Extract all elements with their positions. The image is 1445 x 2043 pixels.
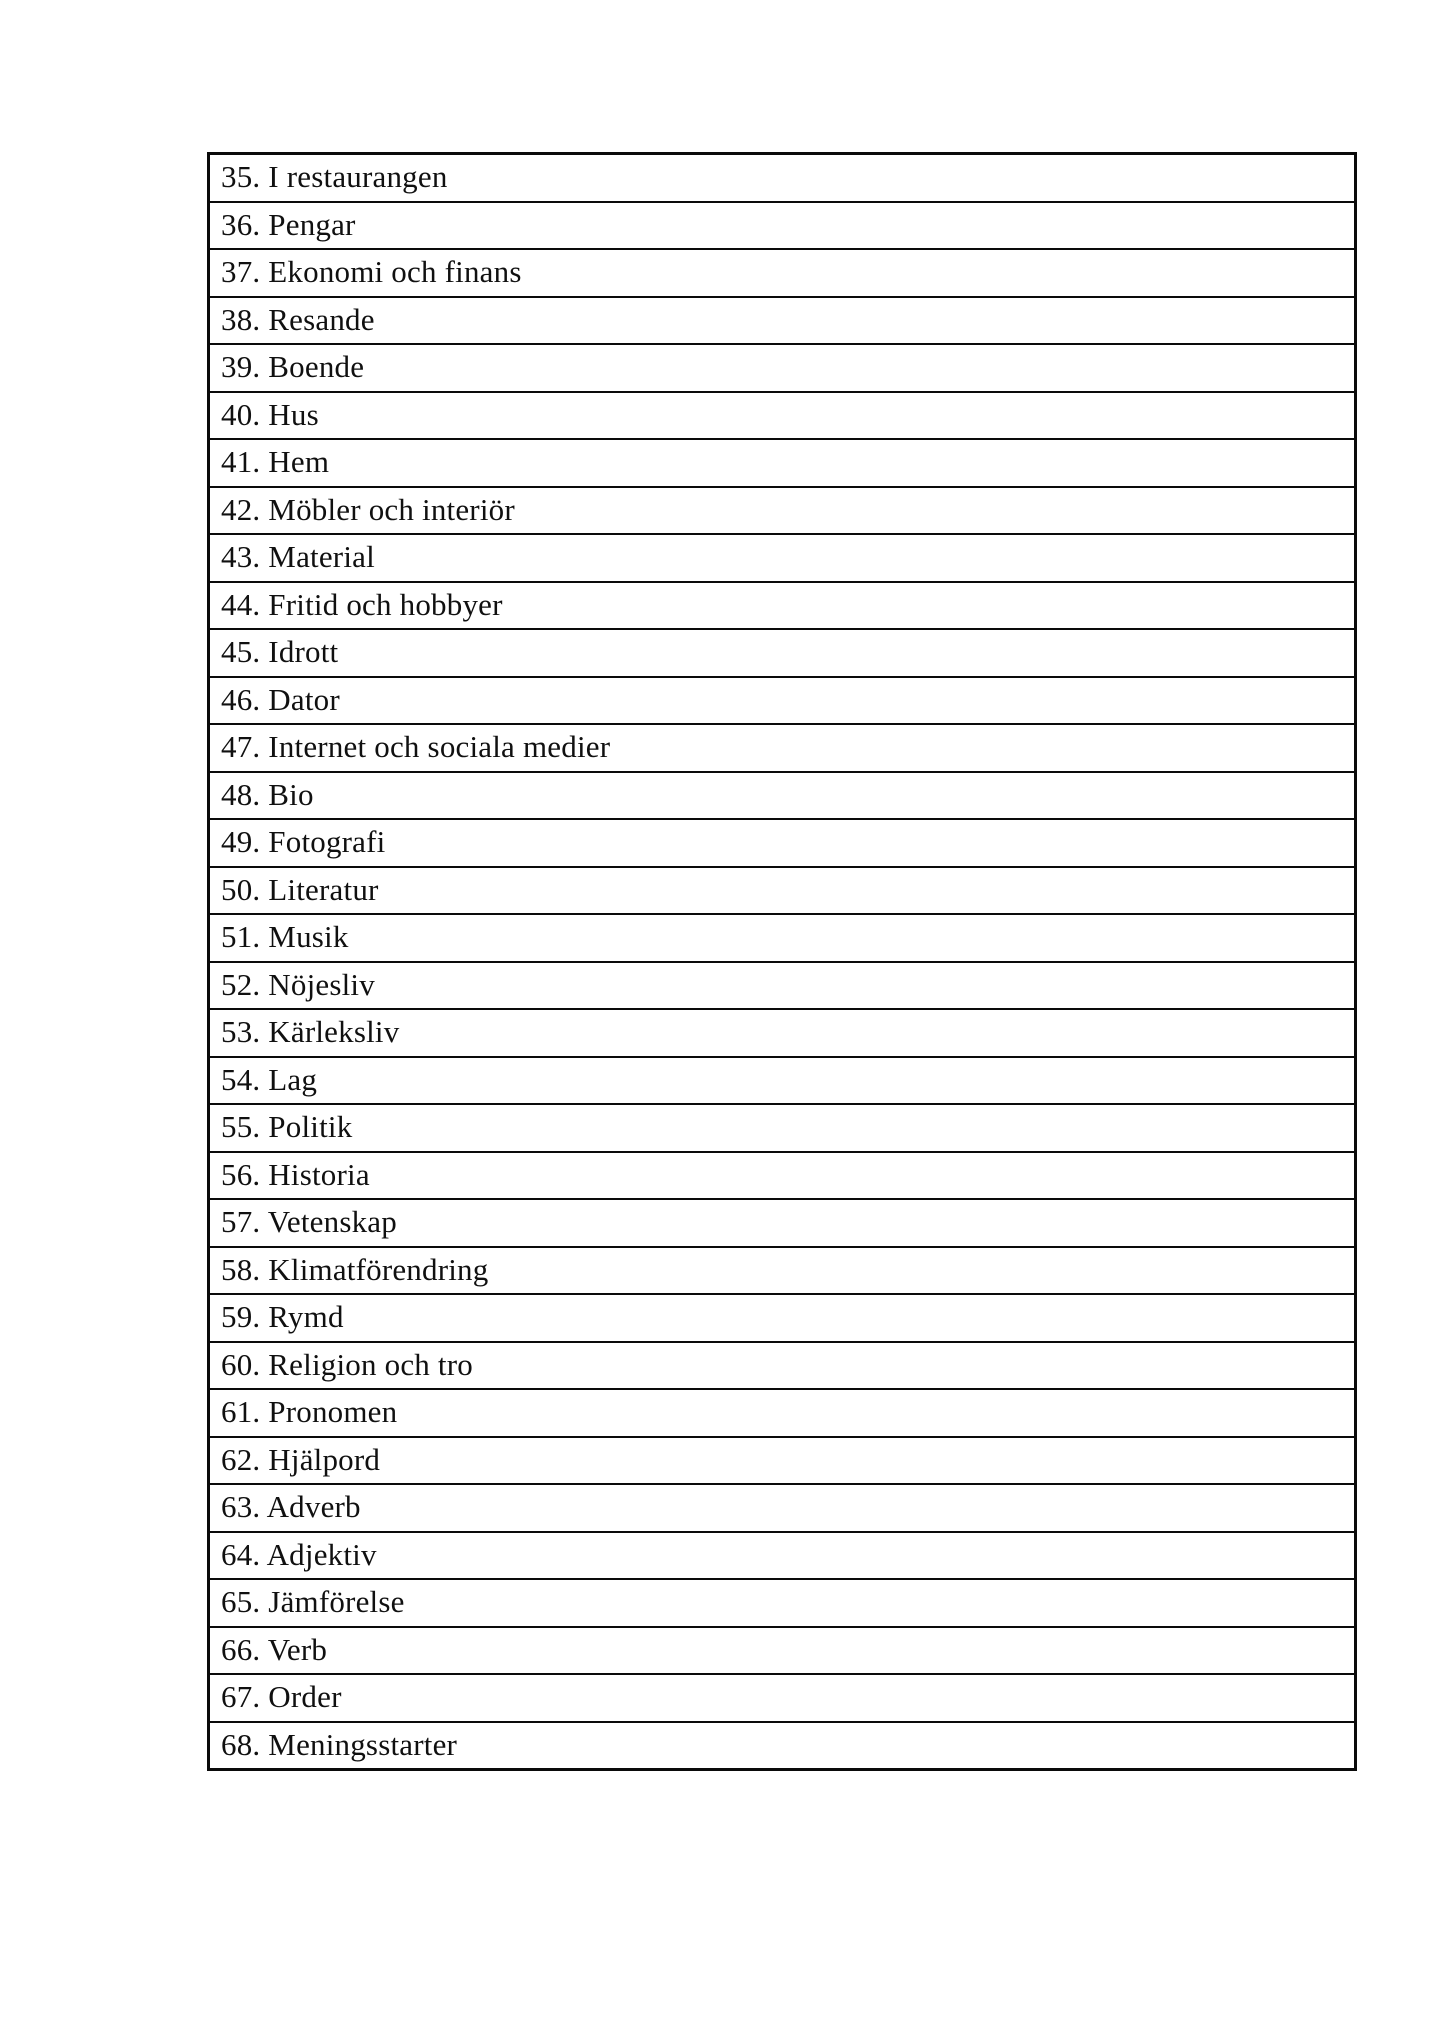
table-row-label: 53. Kärleksliv xyxy=(221,1014,400,1050)
table-row xyxy=(210,1105,1354,1153)
table-row xyxy=(210,915,1354,963)
table-row xyxy=(210,1628,1354,1676)
table-row-label: 38. Resande xyxy=(221,301,375,337)
table-row xyxy=(210,1485,1354,1533)
table-row xyxy=(210,393,1354,441)
table-row-label: 37. Ekonomi och finans xyxy=(221,254,522,290)
table-row-label: 62. Hjälpord xyxy=(221,1441,381,1477)
table-row-label: 46. Dator xyxy=(221,681,340,717)
table-row-label: 63. Adverb xyxy=(221,1489,361,1525)
table-row xyxy=(210,488,1354,536)
table-row xyxy=(210,440,1354,488)
table-row-label: 55. Politik xyxy=(221,1109,353,1145)
table-row-label: 66. Verb xyxy=(221,1631,328,1667)
table-row xyxy=(210,1675,1354,1723)
table-row-label: 68. Meningsstarter xyxy=(221,1726,458,1762)
table-row xyxy=(210,1343,1354,1391)
table-row xyxy=(210,1390,1354,1438)
table-row xyxy=(210,820,1354,868)
table-row xyxy=(210,773,1354,821)
table-row xyxy=(210,868,1354,916)
table-row-label: 35. I restaurangen xyxy=(221,159,448,195)
table-row xyxy=(210,345,1354,393)
table-row xyxy=(210,725,1354,773)
table-row-label: 67. Order xyxy=(221,1679,342,1715)
table-row xyxy=(210,1533,1354,1581)
table-row xyxy=(210,1295,1354,1343)
table-row-label: 47. Internet och sociala medier xyxy=(221,729,611,765)
table-row xyxy=(210,298,1354,346)
table-row xyxy=(210,155,1354,203)
table-row-label: 57. Vetenskap xyxy=(221,1204,397,1240)
table-row-label: 59. Rymd xyxy=(221,1299,344,1335)
table-row-label: 36. Pengar xyxy=(221,206,356,242)
table-row-label: 39. Boende xyxy=(221,349,365,385)
table-row-label: 42. Möbler och interiör xyxy=(221,491,515,527)
table-row-label: 58. Klimatförendring xyxy=(221,1251,489,1287)
table-row xyxy=(210,1058,1354,1106)
table-row-label: 65. Jämförelse xyxy=(221,1584,405,1620)
table-row-label: 50. Literatur xyxy=(221,871,379,907)
table-row-label: 54. Lag xyxy=(221,1061,318,1097)
table-row xyxy=(210,1153,1354,1201)
table-row-label: 61. Pronomen xyxy=(221,1394,398,1430)
table-row xyxy=(210,250,1354,298)
table-row-label: 44. Fritid och hobbyer xyxy=(221,586,503,622)
table-row xyxy=(210,963,1354,1011)
table-row-label: 51. Musik xyxy=(221,919,349,955)
table-row-label: 52. Nöjesliv xyxy=(221,966,375,1002)
table-row-label: 49. Fotografi xyxy=(221,824,386,860)
table-row xyxy=(210,535,1354,583)
table-row xyxy=(210,678,1354,726)
table-row xyxy=(210,583,1354,631)
table-row xyxy=(210,1580,1354,1628)
table-row-label: 40. Hus xyxy=(221,396,319,432)
table-row-label: 43. Material xyxy=(221,539,375,575)
table-row-label: 41. Hem xyxy=(221,444,330,480)
table-row xyxy=(210,1010,1354,1058)
table-row xyxy=(210,1200,1354,1248)
table-row-label: 48. Bio xyxy=(221,776,314,812)
table-row-label: 64. Adjektiv xyxy=(221,1536,377,1572)
table-row-label: 56. Historia xyxy=(221,1156,370,1192)
table-row xyxy=(210,630,1354,678)
contents-table xyxy=(207,152,1357,1771)
table-row xyxy=(210,203,1354,251)
table-row xyxy=(210,1248,1354,1296)
table-row xyxy=(210,1723,1354,1769)
table-row-label: 60. Religion och tro xyxy=(221,1346,473,1382)
table-row xyxy=(210,1438,1354,1486)
table-row-label: 45. Idrott xyxy=(221,634,339,670)
